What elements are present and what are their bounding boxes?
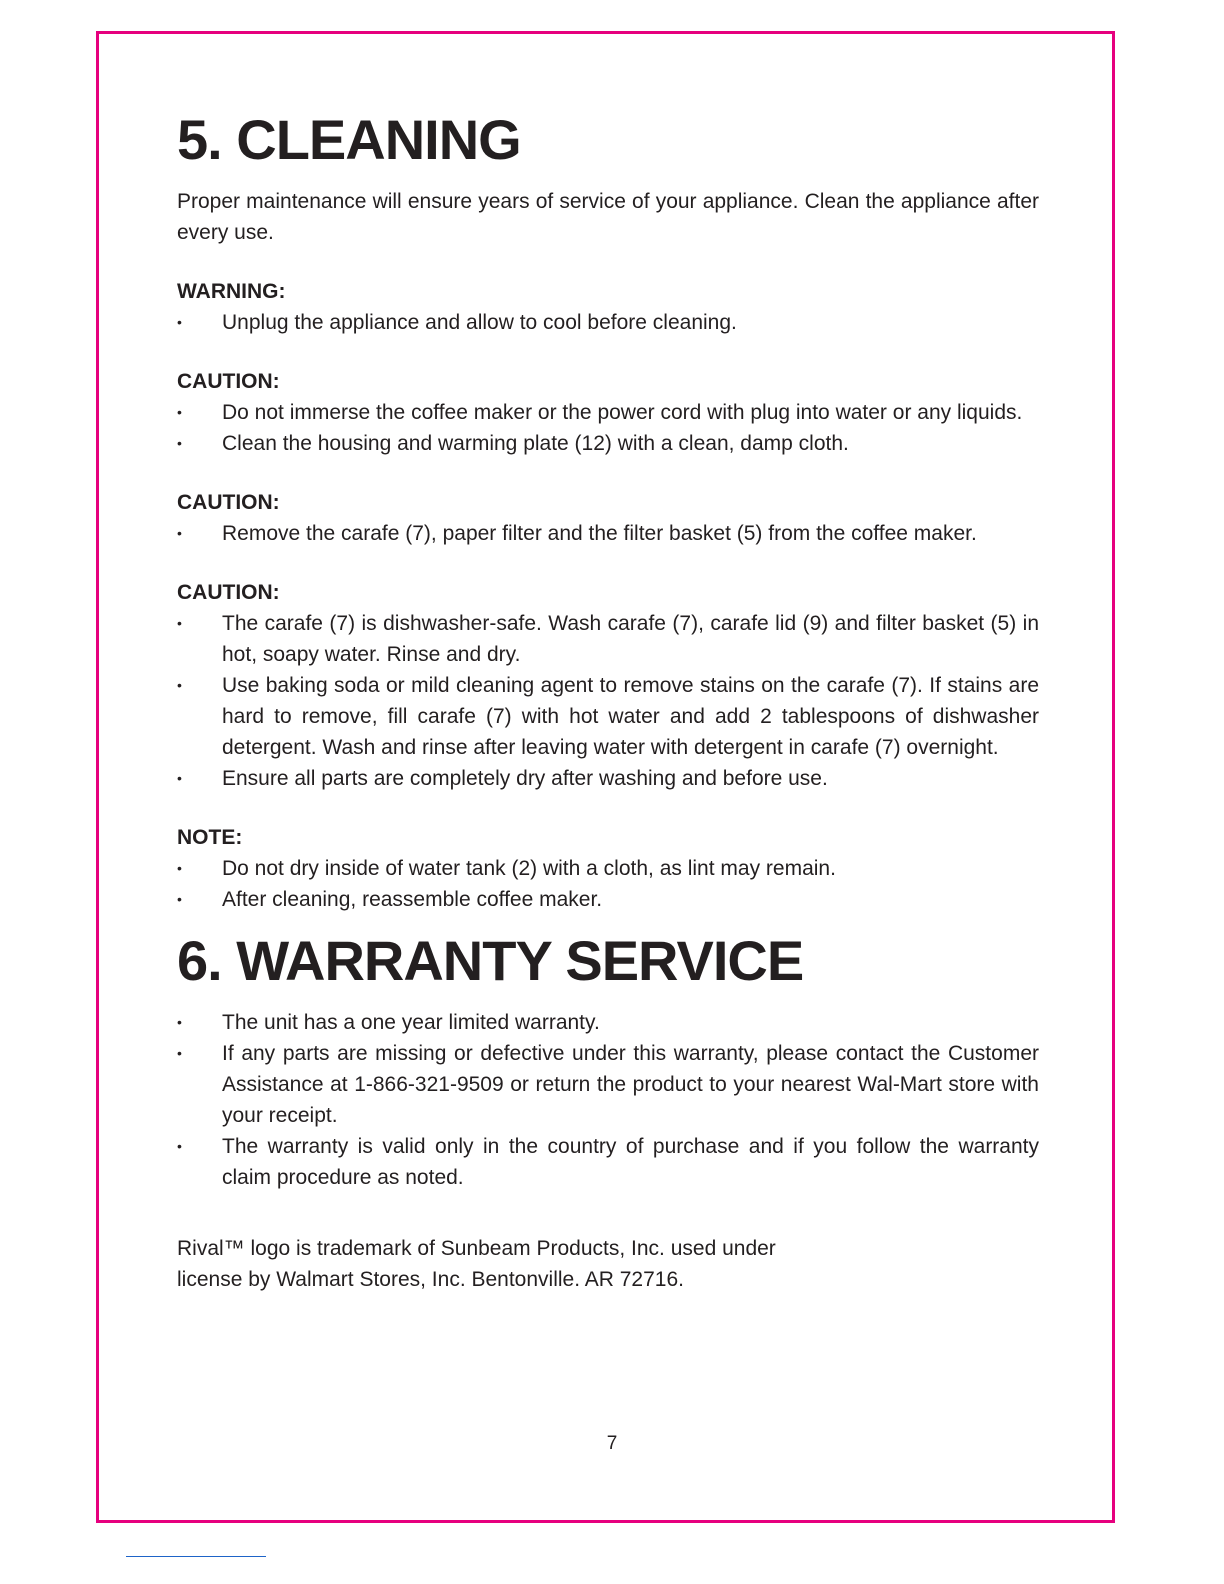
list-item: • If any parts are missing or defective under this warranty, please contact the Customer Assistance at 1-866-321-9509 or return the product to your nearest Wal-Mart store with your receipt. (177, 1038, 1039, 1131)
bullet-icon: • (177, 525, 182, 541)
list-item: • Clean the housing and warming plate (12) with a clean, damp cloth. (177, 428, 1039, 459)
trademark-notice (177, 1233, 1039, 1295)
warning-group (177, 276, 1039, 338)
bullet-icon: • (177, 891, 182, 907)
cleaning-intro: Proper maintenance will ensure years of service of your appliance. Clean the appliance after every use. (177, 190, 1039, 244)
warranty-list (177, 1007, 1039, 1193)
list-item: • The unit has a one year limited warranty. (177, 1007, 1039, 1038)
list-item: • The carafe (7) is dishwasher-safe. Wash carafe (7), carafe lid (9) and filter basket (5) in hot, soapy water. Rinse and dry. (177, 608, 1039, 670)
page-content (177, 108, 1039, 1295)
trademark-line-2: license by Walmart Stores, Inc. Bentonville. AR 72716. (177, 1268, 684, 1291)
caution-list (177, 608, 1039, 794)
warranty-section-title: 6. WARRANTY SERVICE (177, 929, 804, 992)
caution-list (177, 518, 1039, 549)
trademark-line-1: Rival™ logo is trademark of Sunbeam Products, Inc. used under (177, 1237, 776, 1260)
warning-list (177, 307, 1039, 338)
caution-list (177, 397, 1039, 459)
bullet-icon: • (177, 435, 182, 451)
bullet-icon: • (177, 404, 182, 420)
bullet-icon: • (177, 677, 182, 693)
caution-group-2 (177, 487, 1039, 549)
list-item: • Do not dry inside of water tank (2) with a cloth, as lint may remain. (177, 853, 1039, 884)
caution-heading: CAUTION: (177, 491, 280, 514)
list-item: • Ensure all parts are completely dry after washing and before use. (177, 763, 1039, 794)
list-item: • Unplug the appliance and allow to cool before cleaning. (177, 307, 1039, 338)
note-heading: NOTE: (177, 826, 243, 849)
caution-group-1 (177, 366, 1039, 459)
caution-heading: CAUTION: (177, 370, 280, 393)
note-group (177, 822, 1039, 915)
caution-group-3 (177, 577, 1039, 794)
warning-heading: WARNING: (177, 280, 286, 303)
list-item: • Use baking soda or mild cleaning agent to remove stains on the carafe (7). If stains are hard to remove, fill carafe (7) with hot water and add 2 tablespoons of dishwasher detergent. Wash and rinse after leaving water with detergent in carafe (7) overnight. (177, 670, 1039, 763)
bullet-icon: • (177, 314, 182, 330)
bullet-icon: • (177, 615, 182, 631)
bullet-icon: • (177, 860, 182, 876)
bullet-icon: • (177, 1014, 182, 1030)
bullet-icon: • (177, 770, 182, 786)
list-item: • After cleaning, reassemble coffee maker. (177, 884, 1039, 915)
link-underline (126, 1556, 266, 1557)
bullet-icon: • (177, 1045, 182, 1061)
list-item: • The warranty is valid only in the country of purchase and if you follow the warranty claim procedure as noted. (177, 1131, 1039, 1193)
list-item: • Do not immerse the coffee maker or the power cord with plug into water or any liquids. (177, 397, 1039, 428)
note-list (177, 853, 1039, 915)
cleaning-section-title: 5. CLEANING (177, 108, 521, 171)
bullet-icon: • (177, 1138, 182, 1154)
warranty-section (177, 929, 1039, 1193)
list-item: • Remove the carafe (7), paper filter and the filter basket (5) from the coffee maker. (177, 518, 1039, 549)
caution-heading: CAUTION: (177, 581, 280, 604)
page-number: 7 (606, 1433, 618, 1454)
